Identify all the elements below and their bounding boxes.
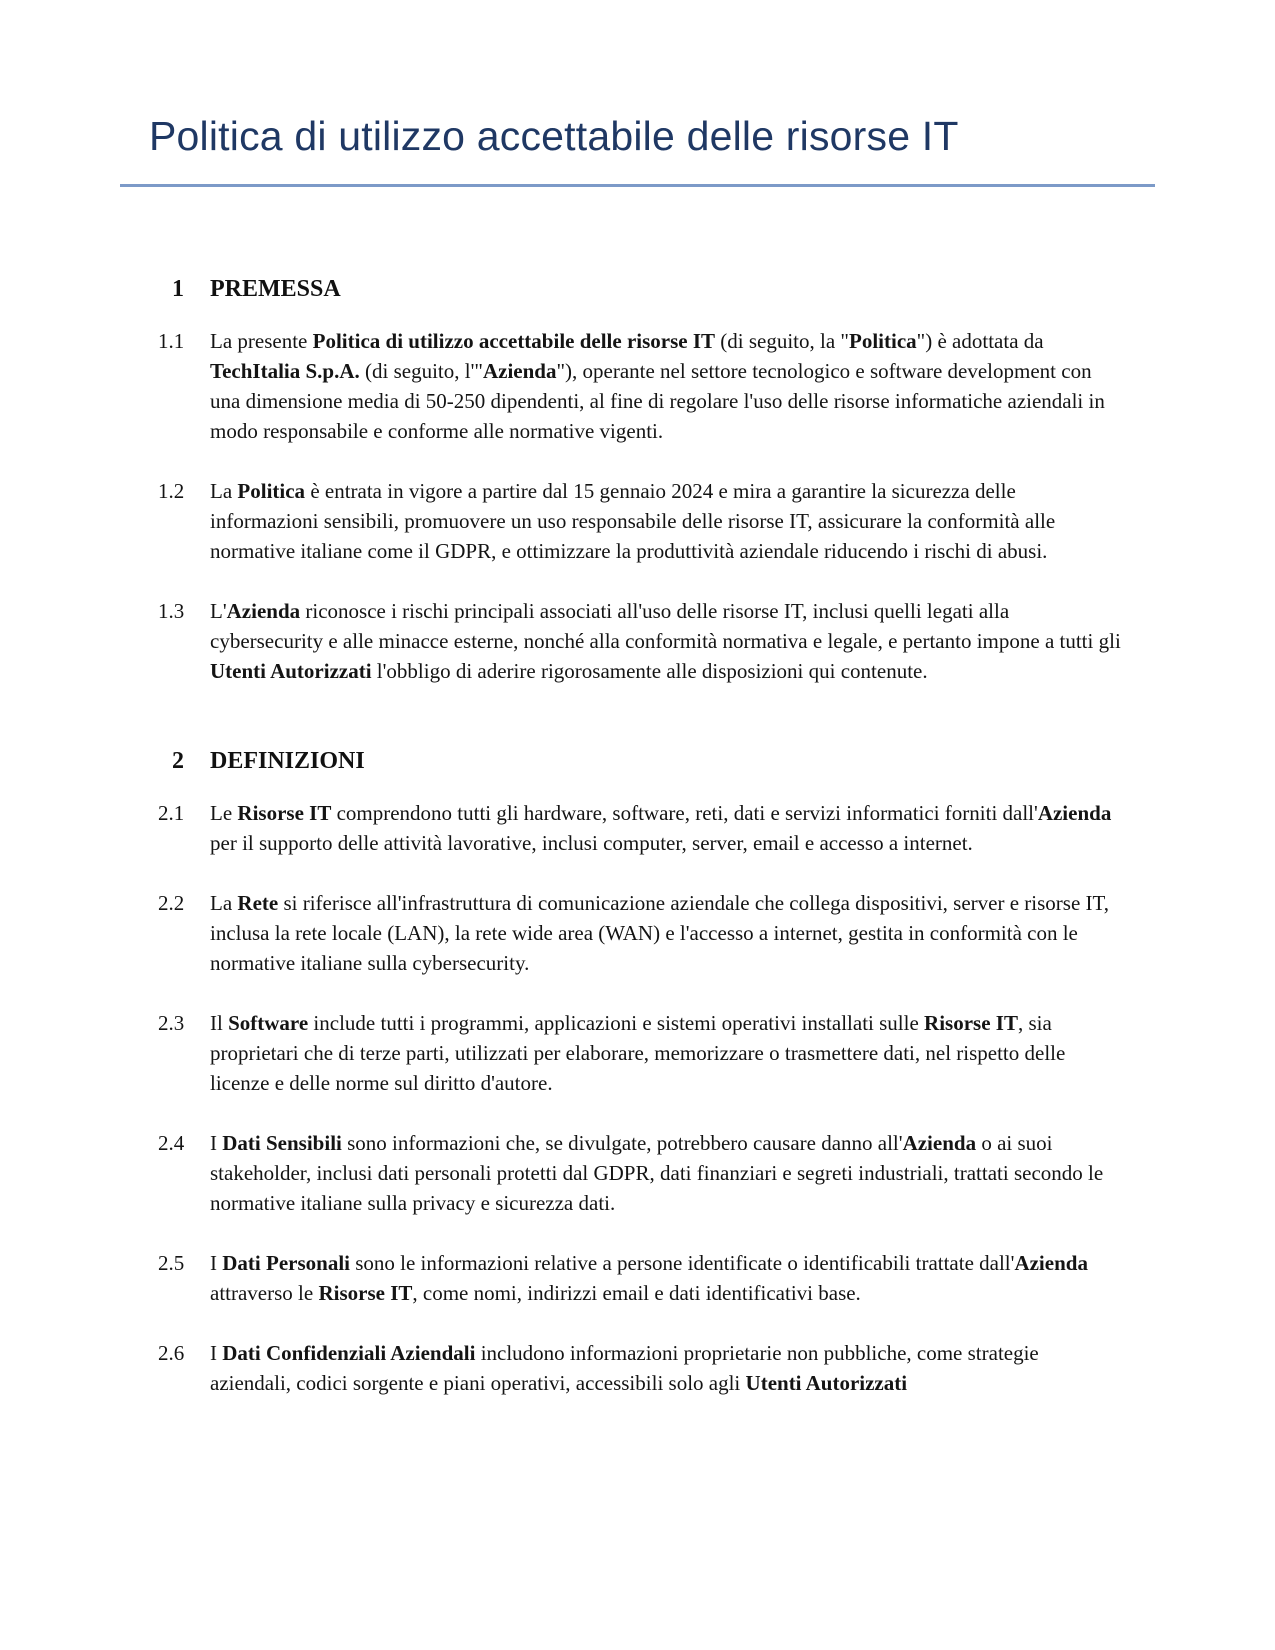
clause-text-bold-segment: TechItalia S.p.A. xyxy=(210,359,360,383)
clause-text xyxy=(210,596,1125,686)
section-number: 2 xyxy=(172,748,184,774)
section-heading-row xyxy=(158,744,1125,778)
clause-text-bold-segment: Politica xyxy=(849,329,917,353)
clause-text-bold-segment: Azienda xyxy=(902,1131,977,1155)
clause-text-segment: per il supporto delle attività lavorative, inclusi computer, server, email e accesso a internet. xyxy=(210,831,973,855)
clause-text-segment: attraverso le xyxy=(210,1281,319,1305)
clause-text-segment: I xyxy=(210,1341,223,1365)
clause-item xyxy=(158,1338,1125,1398)
clause-item xyxy=(158,326,1125,446)
clause-text-bold-segment: Azienda xyxy=(482,359,557,383)
clause-number: 2.6 xyxy=(158,1341,185,1365)
section-number: 1 xyxy=(172,276,184,302)
clause-text xyxy=(210,888,1125,978)
clause-text-segment: Il xyxy=(210,1011,229,1035)
document-title: Politica di utilizzo accettabile delle risorse IT xyxy=(149,113,959,159)
clause-text xyxy=(210,1248,1125,1308)
document-title-block xyxy=(120,0,1155,187)
clause-item xyxy=(158,888,1125,978)
clause-item xyxy=(158,1128,1125,1218)
clause-number: 2.3 xyxy=(158,1011,185,1035)
clause-text-segment: , sia proprietari che di terze parti, utilizzati per elaborare, memorizzare o trasmettere dati, nel rispetto delle licenze e delle norme sul diritto d'autore. xyxy=(210,1011,1066,1095)
clause-text-bold-segment: Rete xyxy=(237,891,279,915)
clause-text xyxy=(210,1128,1125,1218)
clause-item xyxy=(158,1008,1125,1098)
clause-text xyxy=(210,476,1125,566)
document-section xyxy=(158,272,1125,686)
clause-text-segment: "), operante nel settore tecnologico e software development con una dimensione media di 50-250 dipendenti, al fine di regolare l'uso delle risorse informatiche aziendali in modo responsabile e conforme alle normative vigenti. xyxy=(210,359,1105,443)
clause-number: 2.5 xyxy=(158,1251,185,1275)
clause-text-segment: include tutti i programmi, applicazioni e sistemi operativi installati sulle xyxy=(308,1011,925,1035)
clause-text-bold-segment: Dati Confidenziali Aziendali xyxy=(222,1341,476,1365)
document-section xyxy=(158,744,1125,1398)
clause-item xyxy=(158,596,1125,686)
document-body xyxy=(158,272,1125,1398)
clause-text-segment: (di seguito, l'" xyxy=(359,359,483,383)
clause-text-segment: includono informazioni proprietarie non pubbliche, come strategie aziendali, codici sorgente e piani operativi, accessibili solo agli xyxy=(210,1341,1039,1395)
clause-text-segment: l'obbligo di aderire rigorosamente alle disposizioni qui contenute. xyxy=(371,659,928,683)
clause-text-segment: o ai suoi stakeholder, inclusi dati personali protetti dal GDPR, dati finanziari e segreti industriali, trattati secondo le normative italiane sulla privacy e sicurezza dati. xyxy=(210,1131,1104,1215)
clause-text-segment: Le xyxy=(210,801,238,825)
clause-number: 2.2 xyxy=(158,891,185,915)
clause-text-bold-segment: Azienda xyxy=(226,599,301,623)
clause-text-bold-segment: Dati Sensibili xyxy=(222,1131,342,1155)
section-heading: DEFINIZIONI xyxy=(210,748,365,774)
clause-item xyxy=(158,1248,1125,1308)
clause-number: 1.1 xyxy=(158,329,185,353)
section-heading: PREMESSA xyxy=(210,276,341,302)
clause-text-segment: , come nomi, indirizzi email e dati identificativi base. xyxy=(412,1281,861,1305)
clause-text xyxy=(210,1008,1125,1098)
clause-text-segment: L' xyxy=(210,599,227,623)
clause-text-bold-segment: Software xyxy=(228,1011,309,1035)
clause-text-segment: (di seguito, la " xyxy=(715,329,849,353)
clause-text-bold-segment: Politica di utilizzo accettabile delle risorse IT xyxy=(312,329,716,353)
clause-text-segment: La presente xyxy=(210,329,313,353)
clause-text-bold-segment: Risorse IT xyxy=(318,1281,413,1305)
section-heading-row xyxy=(158,272,1125,306)
clause-number: 1.2 xyxy=(158,479,185,503)
clause-text-segment: La xyxy=(210,479,238,503)
clause-text-segment: La xyxy=(210,891,238,915)
clause-item xyxy=(158,798,1125,858)
clause-number: 2.4 xyxy=(158,1131,185,1155)
clause-text xyxy=(210,326,1125,446)
clause-number: 2.1 xyxy=(158,801,185,825)
clause-number: 1.3 xyxy=(158,599,185,623)
clause-item xyxy=(158,476,1125,566)
clause-text-segment: sono le informazioni relative a persone identificate o identificabili trattate dall' xyxy=(349,1251,1015,1275)
clause-text xyxy=(210,1338,1125,1398)
clause-text-segment: riconosce i rischi principali associati all'uso delle risorse IT, inclusi quelli legati alla cybersecurity e alle minacce esterne, nonché alla conformità normativa e legale, e pertanto impone a tutti gli xyxy=(210,599,1121,653)
clause-text-segment: comprendono tutti gli hardware, software, reti, dati e servizi informatici forniti dall' xyxy=(331,801,1038,825)
clause-text-bold-segment: Azienda xyxy=(1014,1251,1088,1275)
clause-text-segment: ") è adottata da xyxy=(916,329,1044,353)
clause-text-segment: si riferisce all'infrastruttura di comunicazione aziendale che collega dispositivi, server e risorse IT, inclusa la rete locale (LAN), la rete wide area (WAN) e l'accesso a internet, gestita in conformità con le normative italiane sulla cybersecurity. xyxy=(210,891,1110,975)
clause-text-bold-segment: Politica xyxy=(237,479,306,503)
clause-text-segment: I xyxy=(210,1131,223,1155)
clause-text-segment: è entrata in vigore a partire dal 15 gennaio 2024 e mira a garantire la sicurezza delle informazioni sensibili, promuovere un uso responsabile delle risorse IT, assicurare la conformità alle normative italiane come il GDPR, e ottimizzare la produttività aziendale riducendo i rischi di abusi. xyxy=(210,479,1056,563)
clause-text-segment: sono informazioni che, se divulgate, potrebbero causare danno all' xyxy=(341,1131,903,1155)
clause-text-bold-segment: Dati Personali xyxy=(222,1251,350,1275)
clause-text-bold-segment: Risorse IT xyxy=(237,801,332,825)
clause-text xyxy=(210,798,1125,858)
clause-text-bold-segment: Utenti Autorizzati xyxy=(745,1371,908,1395)
clause-text-bold-segment: Utenti Autorizzati xyxy=(210,659,372,683)
clause-text-segment: I xyxy=(210,1251,223,1275)
clause-text-bold-segment: Azienda xyxy=(1037,801,1112,825)
clause-text-bold-segment: Risorse IT xyxy=(924,1011,1018,1035)
